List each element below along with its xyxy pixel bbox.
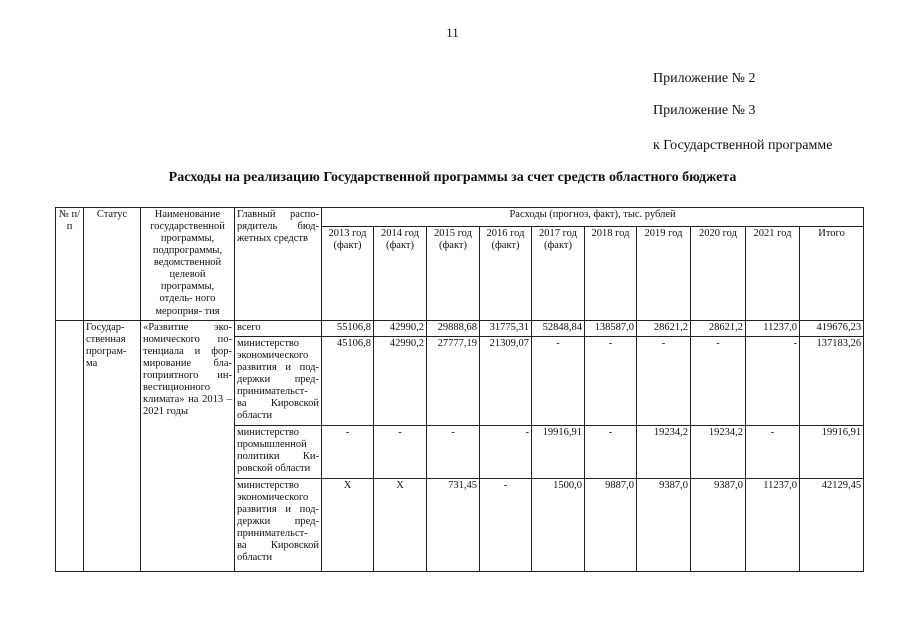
admin-cell: министерство промышленной политики Ки- ровской области	[235, 426, 322, 479]
header-year-2019: 2019 год	[637, 227, 691, 321]
header-admin: Главный распо- рядитель бюд- жетных средств	[235, 208, 322, 321]
header-num: № п/п	[56, 208, 84, 321]
row-num-cell	[56, 321, 84, 572]
value-cell: -	[322, 426, 374, 479]
header-year-2016: 2016 год (факт)	[480, 227, 532, 321]
value-cell: 19916,91	[532, 426, 585, 479]
value-cell: 9887,0	[585, 479, 637, 572]
value-cell: 27777,19	[427, 337, 480, 426]
value-cell: 1500,0	[532, 479, 585, 572]
header-row-1	[56, 208, 864, 227]
value-cell: 419676,23	[800, 321, 864, 337]
value-cell: 11237,0	[746, 479, 800, 572]
expenses-table	[55, 207, 864, 572]
status-cell: Государ- ственная програм- ма	[84, 321, 141, 572]
value-cell: 19916,91	[800, 426, 864, 479]
value-cell: 42990,2	[374, 321, 427, 337]
header-year-2021: 2021 год	[746, 227, 800, 321]
value-cell: 42129,45	[800, 479, 864, 572]
value-cell: 31775,31	[480, 321, 532, 337]
table-row-total	[56, 321, 864, 337]
value-cell: 137183,26	[800, 337, 864, 426]
admin-cell: всего	[235, 321, 322, 337]
value-cell: -	[746, 337, 800, 426]
value-cell: -	[532, 337, 585, 426]
header-expenses: Расходы (прогноз, факт), тыс. рублей	[322, 208, 864, 227]
value-cell: 9387,0	[691, 479, 746, 572]
value-cell: 28621,2	[691, 321, 746, 337]
page-number: 11	[446, 25, 459, 40]
value-cell: -	[374, 426, 427, 479]
value-cell: -	[427, 426, 480, 479]
value-cell: -	[585, 426, 637, 479]
header-year-2020: 2020 год	[691, 227, 746, 321]
value-cell: 55106,8	[322, 321, 374, 337]
value-cell: -	[585, 337, 637, 426]
appendix-line-3: к Государственной программе	[653, 138, 833, 153]
header-year-2014: 2014 год (факт)	[374, 227, 427, 321]
value-cell: 19234,2	[691, 426, 746, 479]
header-year-2013: 2013 год (факт)	[322, 227, 374, 321]
value-cell: -	[480, 479, 532, 572]
value-cell: -	[480, 426, 532, 479]
admin-cell: министерство экономического развития и под- держки пред- принимательст- ва Кировской области	[235, 479, 322, 572]
value-cell: -	[637, 337, 691, 426]
value-cell: 29888,68	[427, 321, 480, 337]
appendix-line-1: Приложение № 2	[653, 71, 756, 86]
value-cell: 9387,0	[637, 479, 691, 572]
appendix-line-2: Приложение № 3	[653, 103, 756, 118]
value-cell: X	[374, 479, 427, 572]
value-cell: 11237,0	[746, 321, 800, 337]
value-cell: 28621,2	[637, 321, 691, 337]
header-name: Наименование государственной программы, подпрограммы, ведомственной целевой программы, отдель- ного мероприя- тия	[141, 208, 235, 321]
value-cell: X	[322, 479, 374, 572]
document-title: Расходы на реализацию Государственной программы за счет средств областного бюджета	[168, 170, 737, 185]
value-cell: 52848,84	[532, 321, 585, 337]
header-total: Итого	[800, 227, 864, 321]
program-name-cell: «Развитие эко- номического по- тенциала и фор- мирование бла- гоприятного ин- вестиционного климата» на 2013 – 2021 годы	[141, 321, 235, 572]
header-status: Статус	[84, 208, 141, 321]
value-cell: 45106,8	[322, 337, 374, 426]
value-cell: -	[691, 337, 746, 426]
header-year-2015: 2015 год (факт)	[427, 227, 480, 321]
value-cell: 21309,07	[480, 337, 532, 426]
value-cell: 138587,0	[585, 321, 637, 337]
value-cell: 19234,2	[637, 426, 691, 479]
header-year-2018: 2018 год	[585, 227, 637, 321]
admin-cell: министерство экономического развития и под- держки пред- принимательст- ва Кировской области	[235, 337, 322, 426]
header-year-2017: 2017 год (факт)	[532, 227, 585, 321]
value-cell: -	[746, 426, 800, 479]
value-cell: 731,45	[427, 479, 480, 572]
value-cell: 42990,2	[374, 337, 427, 426]
